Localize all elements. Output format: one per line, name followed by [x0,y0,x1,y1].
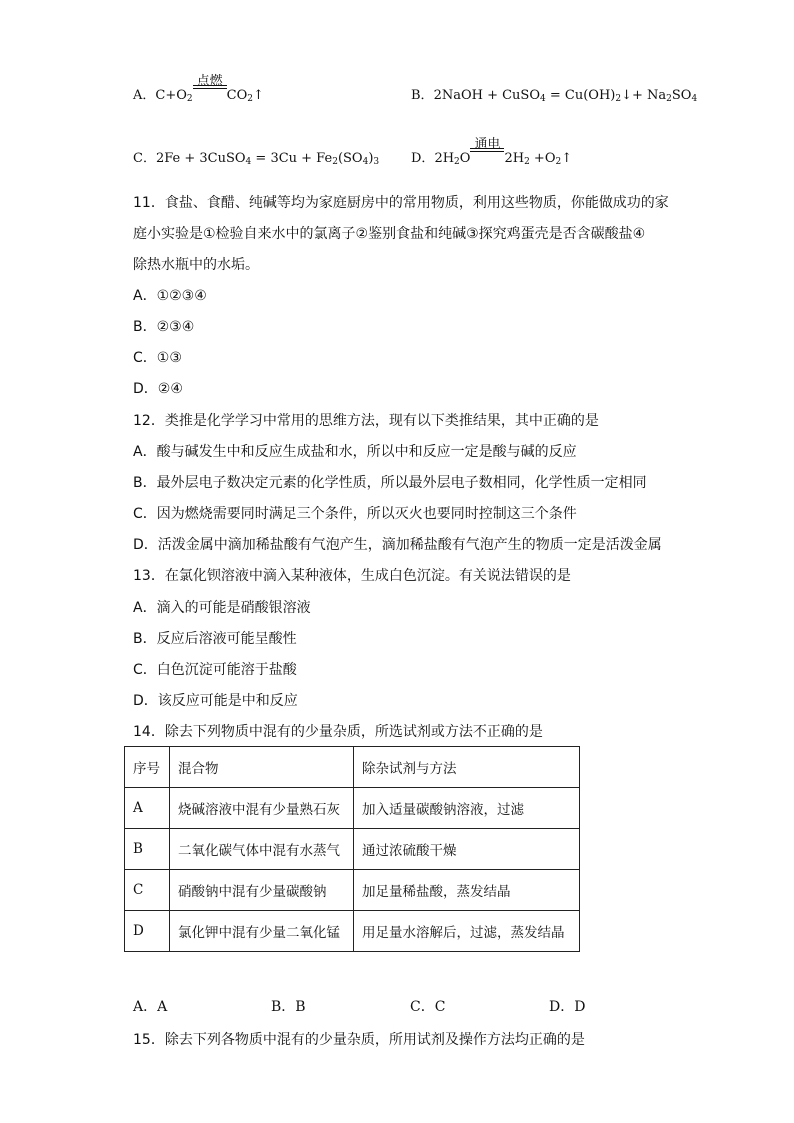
q11-option-c: C．①③ [133,350,182,366]
q10-option-a: A．$C+O_2$ 点燃 $CO_2↑$ [133,74,264,104]
table-row [125,911,580,952]
q11-option-d: D．②④ [133,381,183,397]
table-cell: 氯化钾中混有少量二氧化锰 [170,911,354,952]
table-header-cell: 混合物 [170,747,354,788]
table-cell: 烧碱溶液中混有少量熟石灰 [170,788,354,829]
q14-stem: 14．除去下列物质中混有的少量杂质，所选试剂或方法不正确的是 [133,724,543,740]
q11-stem-line-1: 11．食盐、食醋、纯碱等均为家庭厨房中的常用物质，利用这些物质，你能做成功的家 [133,195,669,211]
equals-bar [470,151,504,152]
q11-stem-line-2: 庭小实验是①检验自来水中的氯离子②鉴别食盐和纯碱③探究鸡蛋壳是否含碳酸盐④ [133,226,646,242]
q11-option-a: A．①②③④ [133,288,207,304]
q12-option-b: B．最外层电子数决定元素的化学性质，所以最外层电子数相同，化学性质一定相同 [133,475,647,491]
q10-option-b: B．2NaOH + CuSO$_4$ = $Cu(OH)_2↓+ Na_2SO_4$ [411,88,698,104]
table-header-row [125,747,580,788]
table-cell: D [125,911,170,952]
q10-option-d: D．$2H_2O$ 通电 $2H_2$ $+O_2↑$ [411,137,573,167]
table-cell: B [125,829,170,870]
q12-option-d: D．活泼金属中滴加稀盐酸有气泡产生，滴加稀盐酸有气泡产生的物质一定是活泼金属 [133,537,662,553]
table-header-cell: 序号 [125,747,170,788]
q12-option-a: A．酸与碱发生中和反应生成盐和水，所以中和反应一定是酸与碱的反应 [133,444,577,460]
table-cell: 加入适量碳酸钠溶液，过滤 [354,788,580,829]
q13-option-a: A．滴入的可能是硝酸银溶液 [133,600,311,616]
equals-bar [193,85,227,86]
q14-table [124,746,580,952]
q13-option-d: D．该反应可能是中和反应 [133,693,298,709]
table-row [125,829,580,870]
equals-bar [193,88,227,89]
q14-answer-a: A．A [133,999,168,1015]
q14-answer-d: D．D [549,999,586,1015]
equals-bar [470,148,504,149]
q12-stem: 12．类推是化学学习中常用的思维方法，现有以下类推结果，其中正确的是 [133,413,599,429]
table-cell: 加足量稀盐酸，蒸发结晶 [354,870,580,911]
q11-stem-line-3: 除热水瓶中的水垢。 [133,257,259,273]
table-cell: 二氧化碳气体中混有水蒸气 [170,829,354,870]
q13-stem: 13．在氯化钡溶液中滴入某种液体，生成白色沉淀。有关说法错误的是 [133,568,571,584]
table-cell: A [125,788,170,829]
reaction-condition: 通电 [470,148,504,162]
table-header-cell: 除杂试剂与方法 [354,747,580,788]
table-cell: 硝酸钠中混有少量碳酸钠 [170,870,354,911]
q12-option-c: C．因为燃烧需要同时满足三个条件，所以灭火也要同时控制这三个条件 [133,506,577,522]
table-cell: 用足量水溶解后，过滤，蒸发结晶 [354,911,580,952]
reaction-condition: 点燃 [193,85,227,99]
table-row [125,870,580,911]
q14-answer-b: B．B [271,999,306,1015]
table-row [125,788,580,829]
table-cell: C [125,870,170,911]
q13-option-c: C．白色沉淀可能溶于盐酸 [133,662,297,678]
q10-option-c: C．2Fe + 3CuSO$_4$ = $3Cu + Fe_2(SO_4)_3$ [133,151,380,167]
table-cell: 通过浓硫酸干燥 [354,829,580,870]
q13-option-b: B．反应后溶液可能呈酸性 [133,631,297,647]
q14-answer-c: C．C [410,999,446,1015]
q11-option-b: B．②③④ [133,319,195,335]
q15-stem: 15．除去下列各物质中混有的少量杂质，所用试剂及操作方法均正确的是 [133,1032,585,1048]
